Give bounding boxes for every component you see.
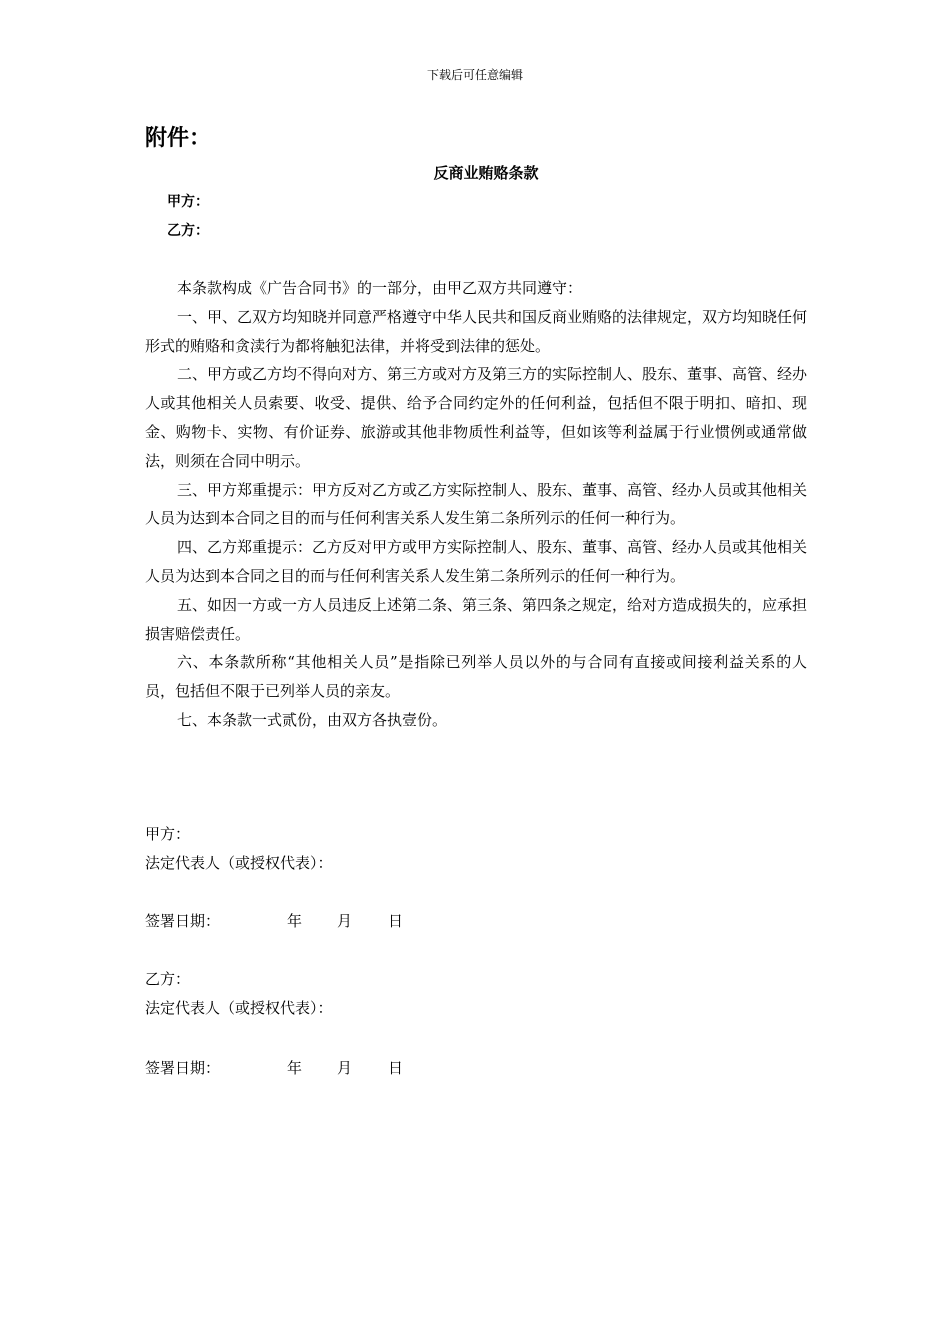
signature-b-representative: 法定代表人（或授权代表）： [145,999,333,1017]
clause-5: 五、如因一方或一方人员违反上述第二条、第三条、第四条之规定，给对方造成损失的，应承担损害赔偿责任。 [145,595,808,643]
signature-a-year: 年 [287,912,303,930]
clause-3: 三、甲方郑重提示：甲方反对乙方或乙方实际控制人、股东、董事、高管、经办人员或其他相关人员为达到本合同之目的而与任何利害关系人发生第二条所列示的任何一种行为。 [145,480,808,528]
signature-a-party: 甲方： [145,825,191,843]
header-note: 下载后可任意编辑 [426,68,523,82]
clause-1: 一、甲、乙双方均知晓并同意严格遵守中华人民共和国反商业贿赂的法律规定，双方均知晓任何形式的贿赂和贪渎行为都将触犯法律，并将受到法律的惩处。 [145,307,808,355]
signature-a-day: 日 [388,912,404,930]
clause-4: 四、乙方郑重提示：乙方反对甲方或甲方实际控制人、股东、董事、高管、经办人员或其他相关人员为达到本合同之目的而与任何利害关系人发生第二条所列示的任何一种行为。 [145,538,808,585]
signature-b-year: 年 [287,1059,303,1077]
signature-a-month: 月 [337,912,353,930]
signature-b-date-label: 签署日期： [145,1059,221,1077]
signature-b-day: 日 [388,1059,404,1077]
document-title: 反商业贿赂条款 [433,164,539,182]
signature-a-date-label: 签署日期： [145,912,221,930]
party-a-label: 甲方： [167,194,209,210]
clause-intro: 本条款构成《广告合同书》的一部分，由甲乙双方共同遵守： [177,279,583,297]
clause-7: 七、本条款一式贰份，由双方各执壹份。 [177,710,448,729]
signature-b-party: 乙方： [145,970,191,988]
clause-6: 六、本条款所称“其他相关人员”是指除已列举人员以外的与合同有直接或间接利益关系的人员，包括但不限于已列举人员的亲友。 [145,653,807,701]
clauses-body [145,274,807,735]
signature-b-date-row [145,1057,445,1079]
party-b-label: 乙方： [167,223,209,239]
signature-a-representative: 法定代表人（或授权代表）： [145,854,333,872]
signature-b-month: 月 [337,1059,353,1077]
attachment-title: 附件： [145,126,212,151]
signature-a-date-row [145,910,445,932]
clause-2: 二、甲方或乙方均不得向对方、第三方或对方及第三方的实际控制人、股东、董事、高管、经办人或其他相关人员索要、收受、提供、给予合同约定外的任何利益，包括但不限于明扣、暗扣、现金、购物卡、实物、有价证券、旅游或其他非物质性利益等，但如该等利益属于行业惯例或通常做法，则须在合同中明示。 [145,365,808,470]
